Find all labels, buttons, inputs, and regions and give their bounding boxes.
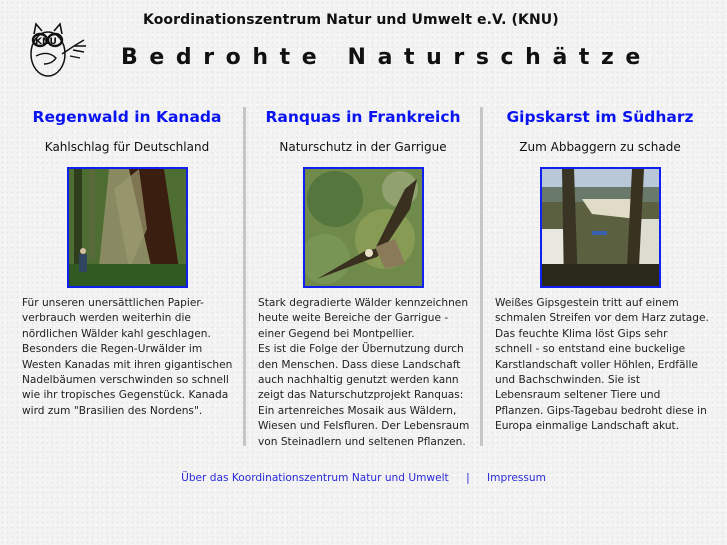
column-gipskarst-suedharz: [485, 107, 715, 435]
svg-text:KNU: KNU: [35, 37, 57, 47]
subtitle: Zum Abbaggern zu schade: [519, 140, 681, 154]
owl-knu-logo-icon: [26, 18, 96, 80]
article-text: Stark degradierte Wälder kennzeichnen heute weite Bereiche der Garrigue - einer Gegend bei Montpellier. Es ist die Folge der Übernutzung durch den Menschen. Dass diese Landschaft auch nachhaltig genutzt werden kann zeigt das Naturschutzprojekt Ranquas: Ein artenreiches Mosaik aus Wäldern, Wiesen und Felsfluren. Der Lebensraum von Steinadlern und seltenen Pflanzen.: [258, 297, 470, 448]
article-text: Für unseren unersättlichen Papier- verbrauch werden weiterhin die nördlichen Wälder kahl geschlagen. Besonders die Regen-Urwälder im Westen Kanadas mit ihren gigantischen Nadelbäumen verschwinden so schnell wie ihr tropisches Gegenstück. Kanada wird zum "Brasilien des Nordens".: [22, 297, 233, 417]
column-divider: [243, 107, 246, 446]
column-ranquas-frankreich: [248, 107, 478, 450]
golden-eagle-photo[interactable]: [303, 167, 424, 288]
organization-title: Koordinationszentrum Natur und Umwelt e.V. (KNU): [143, 12, 559, 28]
page-title: Bedrohte Naturschätze: [121, 45, 652, 70]
heading-link-regenwald-kanada[interactable]: Regenwald in Kanada: [32, 108, 222, 126]
footer-nav: [0, 472, 727, 484]
column-regenwald-kanada: [12, 107, 242, 419]
article-text: Weißes Gipsgestein tritt auf einem schmalen Streifen vor dem Harz zutage. Das feuchte Klima löst Gips sehr schnell - so entstand eine buckelige Karstlandschaft voller Höhlen, Erdfälle und Bachschwinden. Sie ist Lebensraum seltener Tiere und Pflanzen. Gips-Tagebau bedroht diese in Europa einmalige Landschaft akut.: [495, 297, 709, 433]
about-link[interactable]: Über das Koordinationszentrum Natur und Umwelt: [181, 472, 449, 484]
gypsum-karst-landscape-photo[interactable]: [540, 167, 661, 288]
heading-link-ranquas-frankreich[interactable]: Ranquas in Frankreich: [265, 108, 461, 126]
column-divider: [480, 107, 483, 446]
rainforest-tree-photo[interactable]: [67, 167, 188, 288]
impressum-link[interactable]: Impressum: [487, 472, 546, 484]
heading-link-gipskarst-suedharz[interactable]: Gipskarst im Südharz: [506, 108, 694, 126]
subtitle: Kahlschlag für Deutschland: [44, 140, 210, 154]
subtitle: Naturschutz in der Garrigue: [279, 140, 447, 154]
footer-separator: |: [466, 472, 470, 484]
